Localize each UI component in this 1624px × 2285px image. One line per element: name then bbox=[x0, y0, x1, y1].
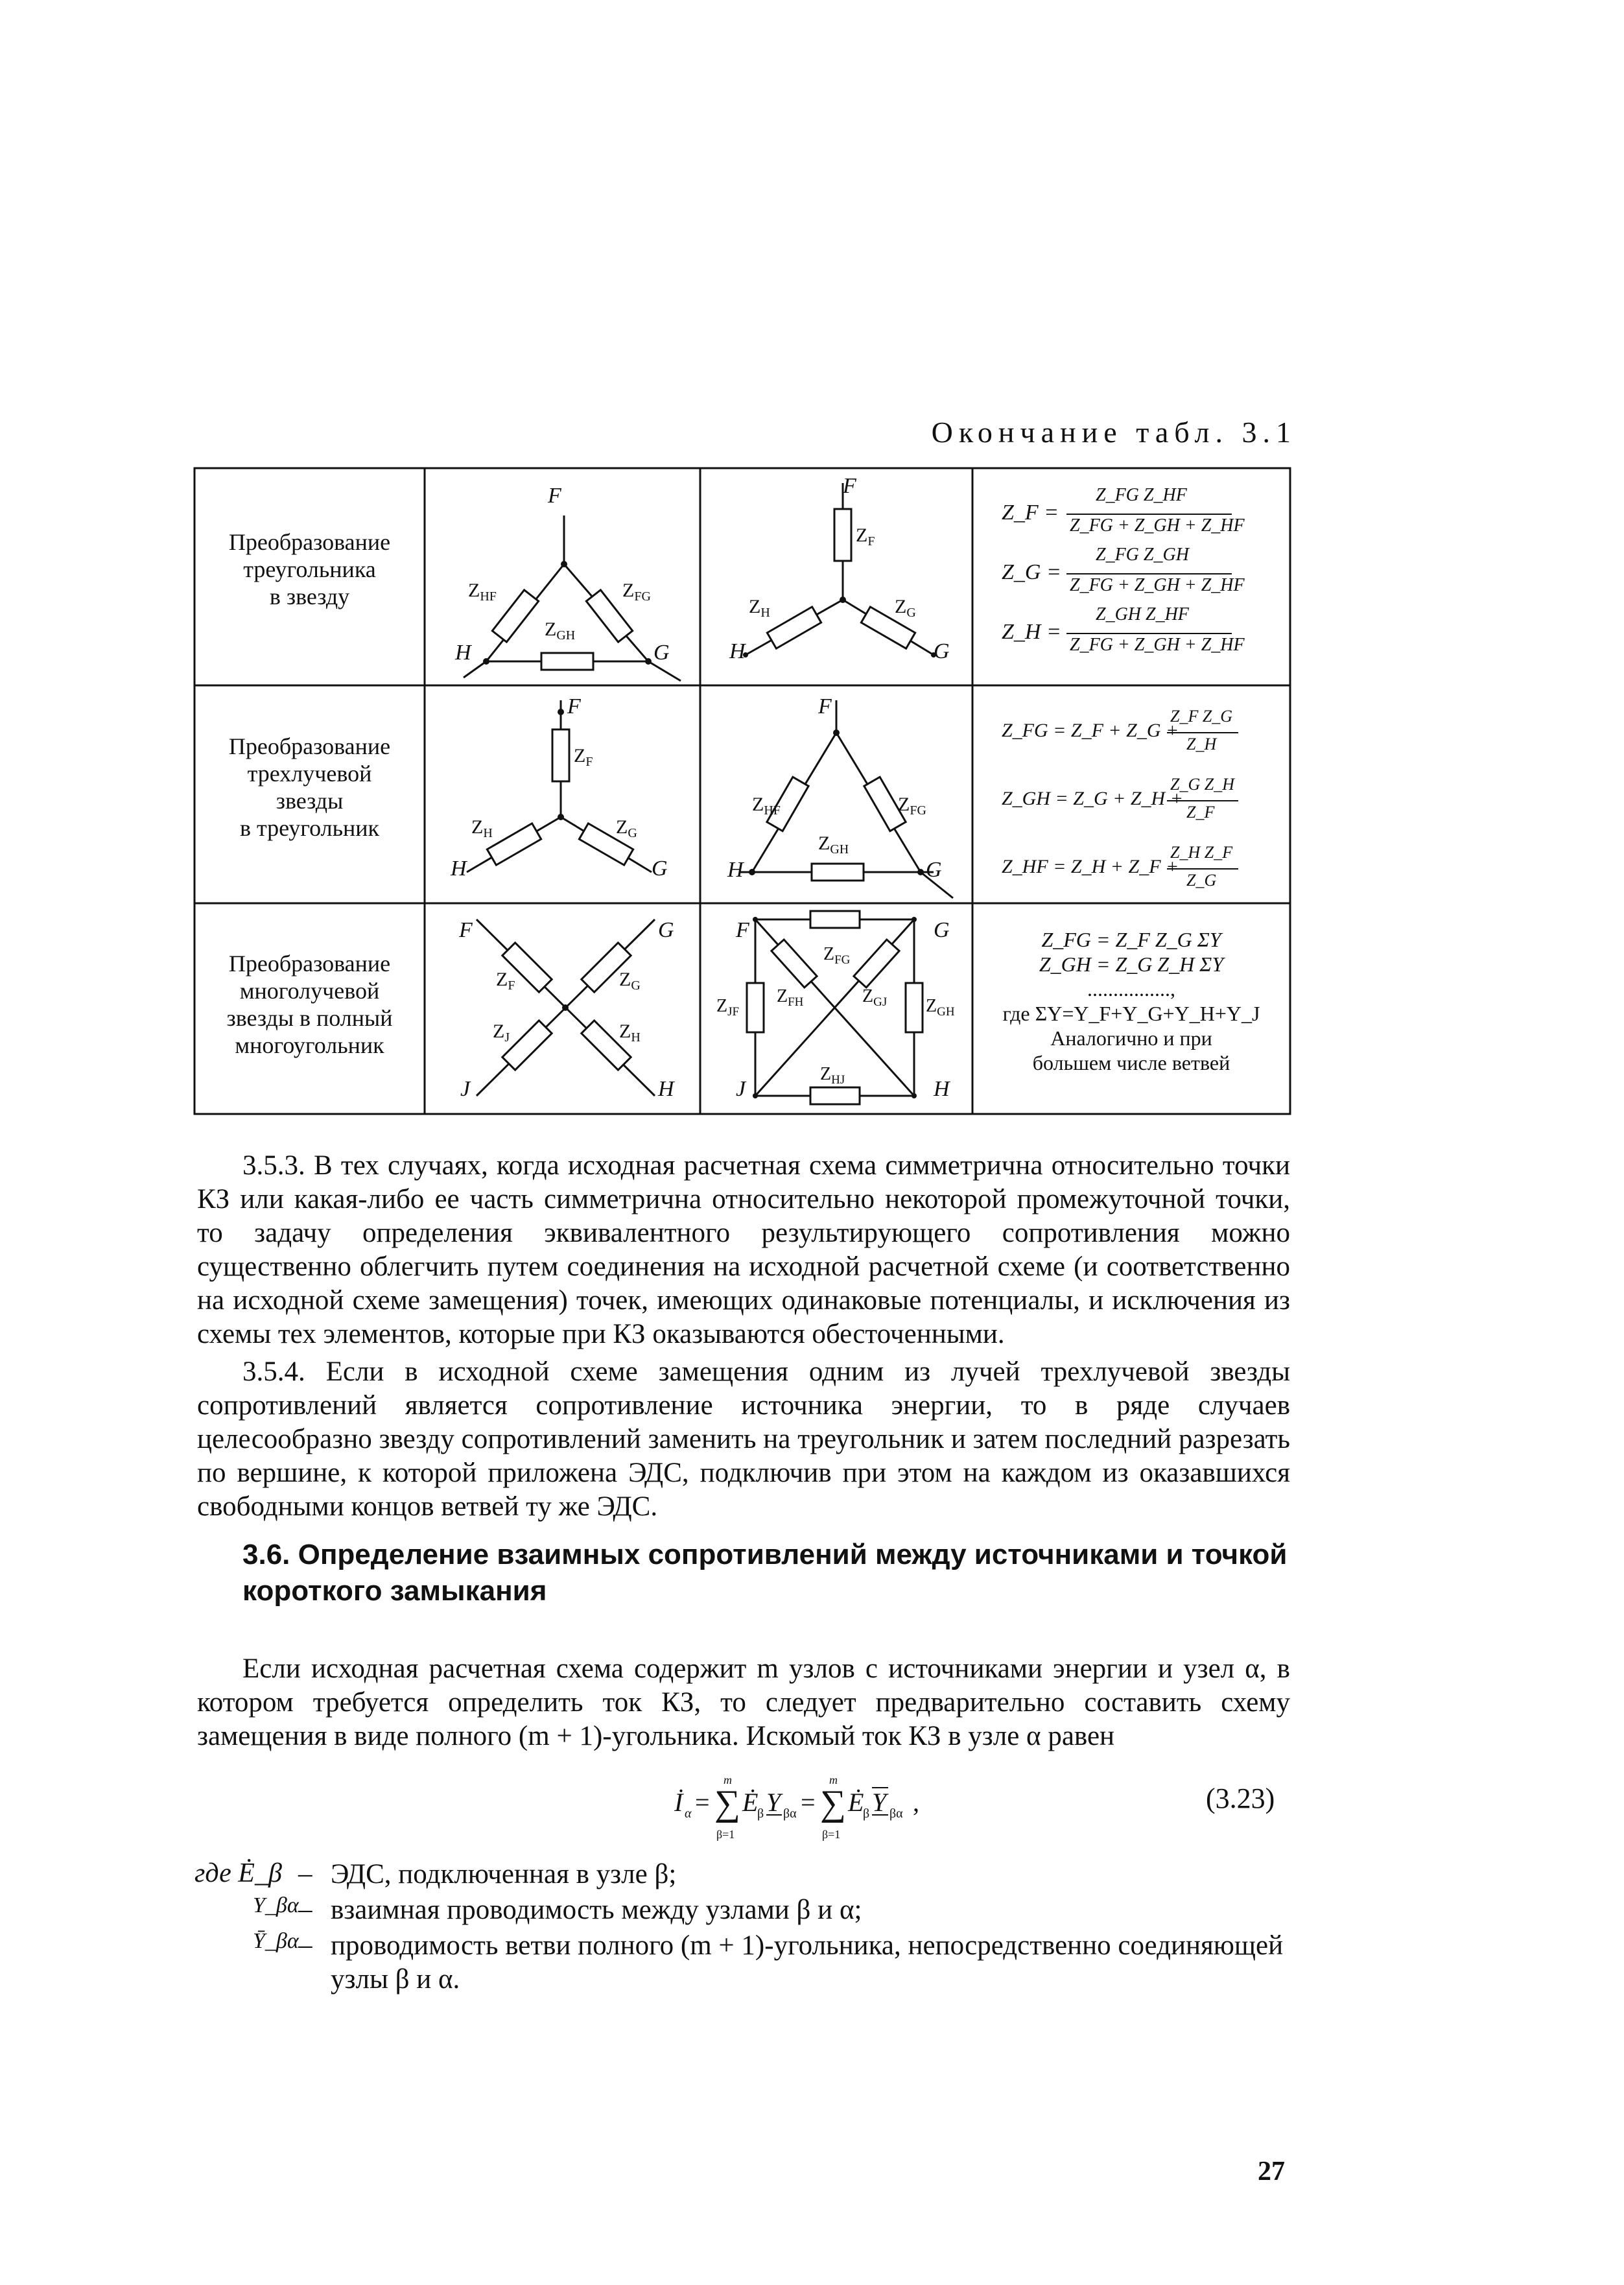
row1-d1-G: G bbox=[653, 641, 670, 665]
definition-text-2: взаимная проводимость между узлами β и α; bbox=[331, 1895, 862, 1925]
row1-d1-H: H bbox=[455, 641, 471, 665]
svg-text:β=1: β=1 bbox=[822, 1828, 841, 1841]
svg-text:ZGH: $Z_{GH}$ bbox=[818, 833, 849, 857]
svg-text:=: = bbox=[695, 1788, 710, 1817]
svg-text:ZG: $Z_G$ bbox=[895, 596, 916, 620]
svg-text:Ė: Ė bbox=[848, 1788, 864, 1817]
definition-dash-1: – bbox=[298, 1858, 312, 1889]
section-heading: 3.6. Определение взаимных сопротивлений между источниками и точкой короткого замыкания bbox=[242, 1539, 1288, 1607]
table-caption: Окончание табл. 3.1 bbox=[931, 416, 1297, 449]
row1-formula-zh-den: Z_FG + Z_GH + Z_HF bbox=[1070, 635, 1245, 655]
row1-d1-F: F bbox=[548, 484, 561, 508]
svg-text:Ė: Ė bbox=[742, 1788, 759, 1817]
definition-text-1: ЭДС, подключенная в узле β; bbox=[331, 1859, 677, 1889]
svg-text:G: G bbox=[652, 857, 668, 881]
svg-text:F: F bbox=[736, 918, 749, 942]
svg-text:H: H bbox=[934, 1077, 950, 1101]
row2-star-diagram bbox=[467, 700, 652, 872]
svg-text:m: m bbox=[724, 1773, 732, 1786]
svg-text:β: β bbox=[757, 1806, 764, 1821]
row1-formula-zg-lhs: Z_G = bbox=[1002, 560, 1061, 584]
paragraph-3-5-4: 3.5.4. Если в исходной схеме замещения одним из лучей трехлучевой звезды сопротивлений является сопротивление источника энергии, то в ряде случаев целесообразно звезду сопротивлений заменить на треугольник и затем последний разрезать по вершине, к которой приложена ЭДС, подключив при этом на каждом из оказавшихся свободными концов ветвей ту же ЭДС. bbox=[197, 1356, 1290, 1522]
svg-text:İ: İ bbox=[674, 1788, 683, 1817]
svg-text:β: β bbox=[863, 1806, 870, 1821]
svg-text:βα: βα bbox=[783, 1806, 797, 1821]
row1-formula-zg-num: Z_FG Z_GH bbox=[1096, 545, 1189, 565]
svg-text:ZFG: $Z_{FG}$ bbox=[898, 794, 926, 818]
row2-formula-zfg-num: Z_F Z_G bbox=[1170, 707, 1233, 726]
svg-text:ZJF: $Z_{JF}$ bbox=[716, 996, 740, 1019]
svg-text:ZF: $Z_F$ bbox=[496, 969, 515, 993]
definition-symbol-1: где Ė_β bbox=[194, 1858, 282, 1888]
row1-formula-zf-den: Z_FG + Z_GH + Z_HF bbox=[1070, 515, 1245, 536]
definition-dash-2: – bbox=[298, 1894, 312, 1924]
svg-text:F: F bbox=[459, 918, 473, 942]
row1-d1-zhf: $Z_{HF}$ bbox=[468, 580, 497, 604]
svg-text:ZHJ: $Z_{HJ}$ bbox=[820, 1064, 845, 1087]
svg-text:G: G bbox=[934, 918, 950, 942]
svg-text:ZJ: $Z_J$ bbox=[493, 1021, 510, 1045]
svg-text:J: J bbox=[736, 1077, 746, 1101]
svg-text:ZHF: $Z_{HF}$ bbox=[752, 794, 781, 818]
svg-text:F: F bbox=[567, 694, 581, 718]
row1-formula-zf-lhs: Z_F = bbox=[1002, 501, 1059, 525]
row2-formula-zfg-den: Z_H bbox=[1186, 735, 1217, 753]
svg-text:α: α bbox=[685, 1806, 692, 1821]
row1-formula-zg-den: Z_FG + Z_GH + Z_HF bbox=[1070, 575, 1245, 595]
svg-text:J: J bbox=[460, 1077, 471, 1101]
definition-symbol-2: Y_βα bbox=[253, 1893, 299, 1917]
row2-triangle-diagram bbox=[739, 700, 953, 898]
svg-text:F: F bbox=[818, 694, 832, 718]
svg-text:=: = bbox=[801, 1788, 816, 1817]
equation-number: (3.23) bbox=[1206, 1782, 1275, 1814]
svg-text:H: H bbox=[658, 1077, 674, 1101]
svg-text:∑: ∑ bbox=[714, 1783, 740, 1823]
svg-text:ZGJ: $Z_{GJ}$ bbox=[862, 986, 888, 1009]
svg-text:ZG: $Z_G$ bbox=[616, 816, 637, 840]
definition-symbol-3: Ȳ_βα bbox=[253, 1929, 299, 1953]
svg-text:F: F bbox=[843, 474, 856, 498]
definition-text-3: проводимость ветви полного (m + 1)-угольника, непосредственно соединяющей узлы β и α. bbox=[331, 1930, 1284, 1995]
svg-text:ZF: $Z_F$ bbox=[856, 525, 875, 549]
svg-text:∑: ∑ bbox=[820, 1783, 846, 1823]
row2-formula-zhf-den: Z_G bbox=[1186, 871, 1217, 890]
svg-text:G: G bbox=[926, 858, 942, 882]
svg-text:βα: βα bbox=[889, 1806, 903, 1821]
row1-d1-zfg: $Z_{FG}$ bbox=[622, 580, 651, 604]
svg-text:β=1: β=1 bbox=[716, 1828, 735, 1841]
svg-text:H: H bbox=[451, 857, 467, 881]
row1-star-diagram bbox=[746, 483, 934, 655]
row2-formula-zgh-lhs: Z_GH = Z_G + Z_H + bbox=[1002, 788, 1183, 809]
row1-formula-zh-num: Z_GH Z_HF bbox=[1096, 604, 1189, 624]
svg-text:ZFH: $Z_{FH}$ bbox=[777, 986, 804, 1009]
svg-text:ZGH: $Z_{GH}$ bbox=[926, 996, 955, 1019]
row2-formula-zhf-num: Z_H Z_F bbox=[1170, 843, 1233, 862]
svg-text:ZH: $Z_H$ bbox=[619, 1021, 641, 1045]
svg-text:Y: Y bbox=[872, 1788, 887, 1817]
svg-text:G: G bbox=[934, 639, 950, 663]
svg-text:,: , bbox=[913, 1788, 919, 1817]
svg-text:Y: Y bbox=[766, 1788, 781, 1817]
definition-dash-3: – bbox=[298, 1930, 312, 1960]
svg-text:H: H bbox=[729, 639, 746, 663]
svg-text:G: G bbox=[658, 918, 674, 942]
svg-text:ZG: $Z_G$ bbox=[619, 969, 641, 993]
row2-formula-zfg-lhs: Z_FG = Z_F + Z_G + bbox=[1002, 720, 1179, 741]
svg-text:H: H bbox=[727, 858, 744, 882]
equation-3-23 bbox=[674, 1773, 947, 1858]
page-number: 27 bbox=[1258, 2157, 1285, 2186]
svg-text:ZF: $Z_F$ bbox=[574, 745, 593, 769]
paragraph-3-5-3: 3.5.3. В тех случаях, когда исходная расчетная схема симметрична относительно точки КЗ или какая-либо ее часть симметрична относительно некоторой промежуточной точки, то задачу определения эквивалентного результирующего сопротивления можно существенно облегчить путем соединения на исходной расчетной схеме (и соответственно на исходной схеме замещения) точек, имеющих одинаковые потенциалы, и исключения из схемы тех элементов, которые при КЗ оказываются обесточенными. bbox=[197, 1150, 1290, 1349]
row1-d1-zgh: $Z_{GH}$ bbox=[545, 619, 576, 643]
row2-label: Преобразование трехлучевой звезды в треугольник bbox=[228, 733, 391, 841]
row1-formula-zh-lhs: Z_H = bbox=[1002, 620, 1061, 644]
row3-label: Преобразование многолучевой звезды в полный многоугольник bbox=[226, 951, 393, 1058]
row2-formula-zgh-den: Z_F bbox=[1186, 803, 1215, 822]
row1-label: Преобразование треугольника в звезду bbox=[228, 529, 391, 610]
svg-text:m: m bbox=[829, 1773, 838, 1786]
row1-formula-zf-num: Z_FG Z_HF bbox=[1096, 485, 1187, 505]
row2-formula-zhf-lhs: Z_HF = Z_H + Z_F + bbox=[1002, 856, 1179, 877]
svg-text:ZH: $Z_H$ bbox=[749, 596, 770, 620]
svg-text:ZH: $Z_H$ bbox=[471, 816, 493, 840]
paragraph-3-6: Если исходная расчетная схема содержит m узлов с источниками энергии и узел α, в котором требуется определить ток КЗ, то следует предварительно составить схему замещения в виде полного (m + 1)-угольника. Искомый ток КЗ в узле α равен bbox=[197, 1653, 1290, 1751]
svg-text:ZFG: $Z_{FG}$ bbox=[823, 944, 851, 967]
row2-formula-zgh-num: Z_G Z_H bbox=[1170, 775, 1234, 794]
row3-formulas: Z_FG = Z_F Z_G ΣY Z_GH = Z_G Z_H ΣY ................, где ΣY=Y_F+Y_G+Y_H+Y_J Аналогично и при большем числе ветвей bbox=[1002, 928, 1260, 1074]
